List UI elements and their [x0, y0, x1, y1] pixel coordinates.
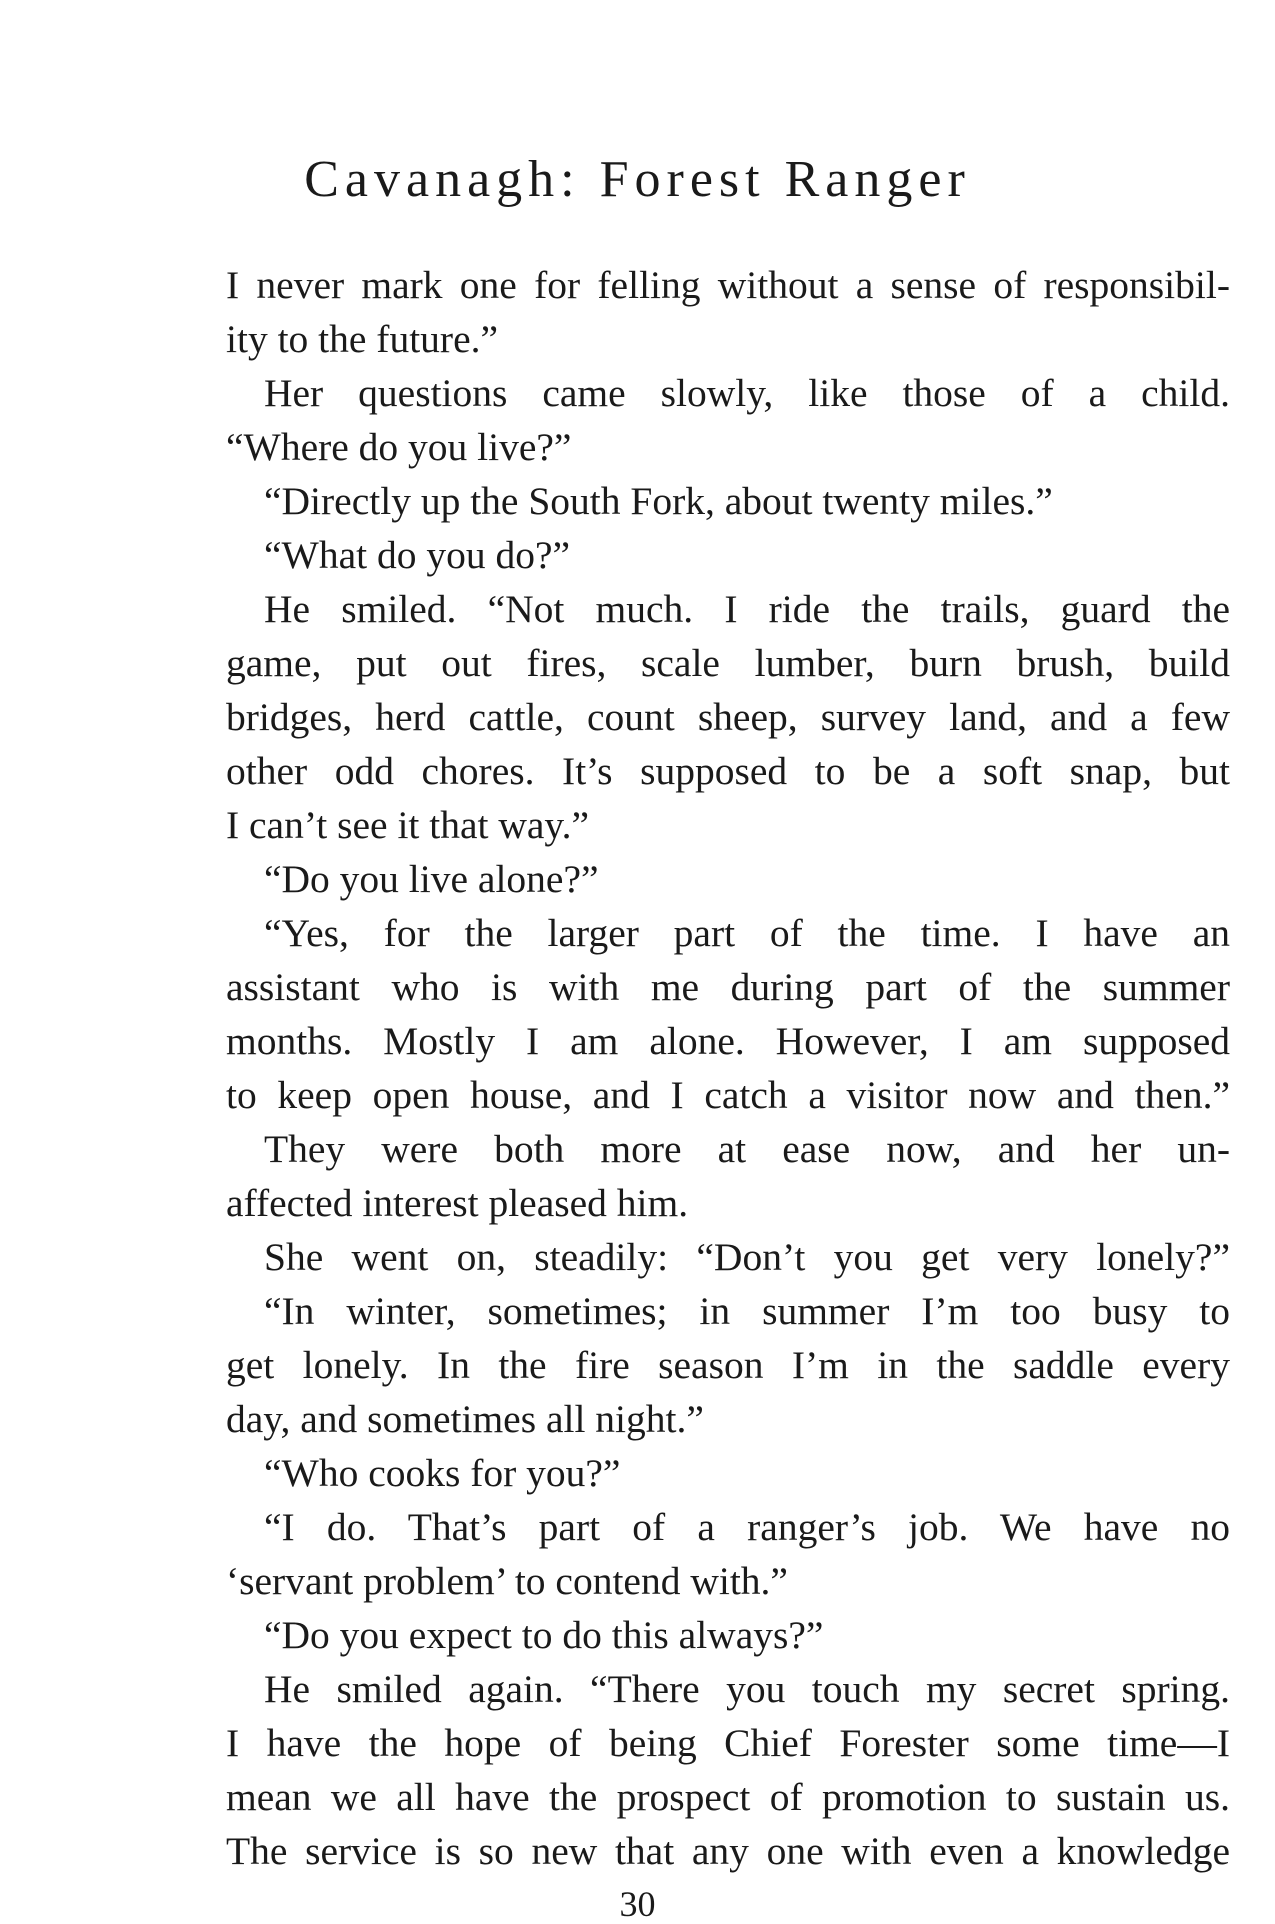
text-line: “In winter, sometimes; in summer I’m too busy to [264, 1289, 1230, 1333]
text-line: I never mark one for felling without a sense of responsibil- [226, 263, 1230, 307]
text-line: other odd chores. It’s supposed to be a soft snap, but [226, 749, 1230, 793]
text-line: He smiled again. “There you touch my secret spring. [264, 1667, 1230, 1711]
text-line: Her questions came slowly, like those of a child. [264, 371, 1230, 415]
text-line: She went on, steadily: “Don’t you get very lonely?” [264, 1235, 1230, 1279]
text-line: affected interest pleased him. [226, 1181, 689, 1225]
text-line: ity to the future.” [226, 317, 499, 361]
text-line: bridges, herd cattle, count sheep, survey land, and a few [226, 695, 1230, 739]
text-line: They were both more at ease now, and her un- [264, 1127, 1230, 1171]
text-line: “What do you do?” [264, 533, 571, 577]
text-line: “Do you live alone?” [264, 857, 599, 901]
text-line: I have the hope of being Chief Forester some time—I [226, 1721, 1230, 1765]
text-line: “Directly up the South Fork, about twenty miles.” [264, 479, 1053, 523]
text-line: “I do. That’s part of a ranger’s job. We have no [264, 1505, 1230, 1549]
text-line: “Yes, for the larger part of the time. I have an [264, 911, 1230, 955]
text-line: I can’t see it that way.” [226, 803, 590, 847]
text-line: day, and sometimes all night.” [226, 1397, 704, 1441]
text-line: game, put out fires, scale lumber, burn brush, build [226, 641, 1230, 685]
page-number: 30 [619, 1884, 656, 1924]
text-line: to keep open house, and I catch a visitor now and then.” [226, 1073, 1230, 1117]
text-line: “Do you expect to do this always?” [264, 1613, 824, 1657]
text-line: “Who cooks for you?” [264, 1451, 621, 1495]
text-line: mean we all have the prospect of promotion to sustain us. [226, 1775, 1230, 1819]
text-line: months. Mostly I am alone. However, I am supposed [226, 1019, 1230, 1063]
text-line: He smiled. “Not much. I ride the trails, guard the [264, 587, 1230, 631]
running-head: Cavanagh: Forest Ranger [304, 151, 971, 208]
body-text [226, 258, 1230, 1878]
text-line: The service is so new that any one with even a knowledge [226, 1829, 1230, 1873]
text-line: assistant who is with me during part of the summer [226, 965, 1230, 1009]
text-line: ‘servant problem’ to contend with.” [226, 1559, 788, 1603]
text-line: “Where do you live?” [226, 425, 572, 469]
text-line: get lonely. In the fire season I’m in the saddle every [226, 1343, 1230, 1387]
